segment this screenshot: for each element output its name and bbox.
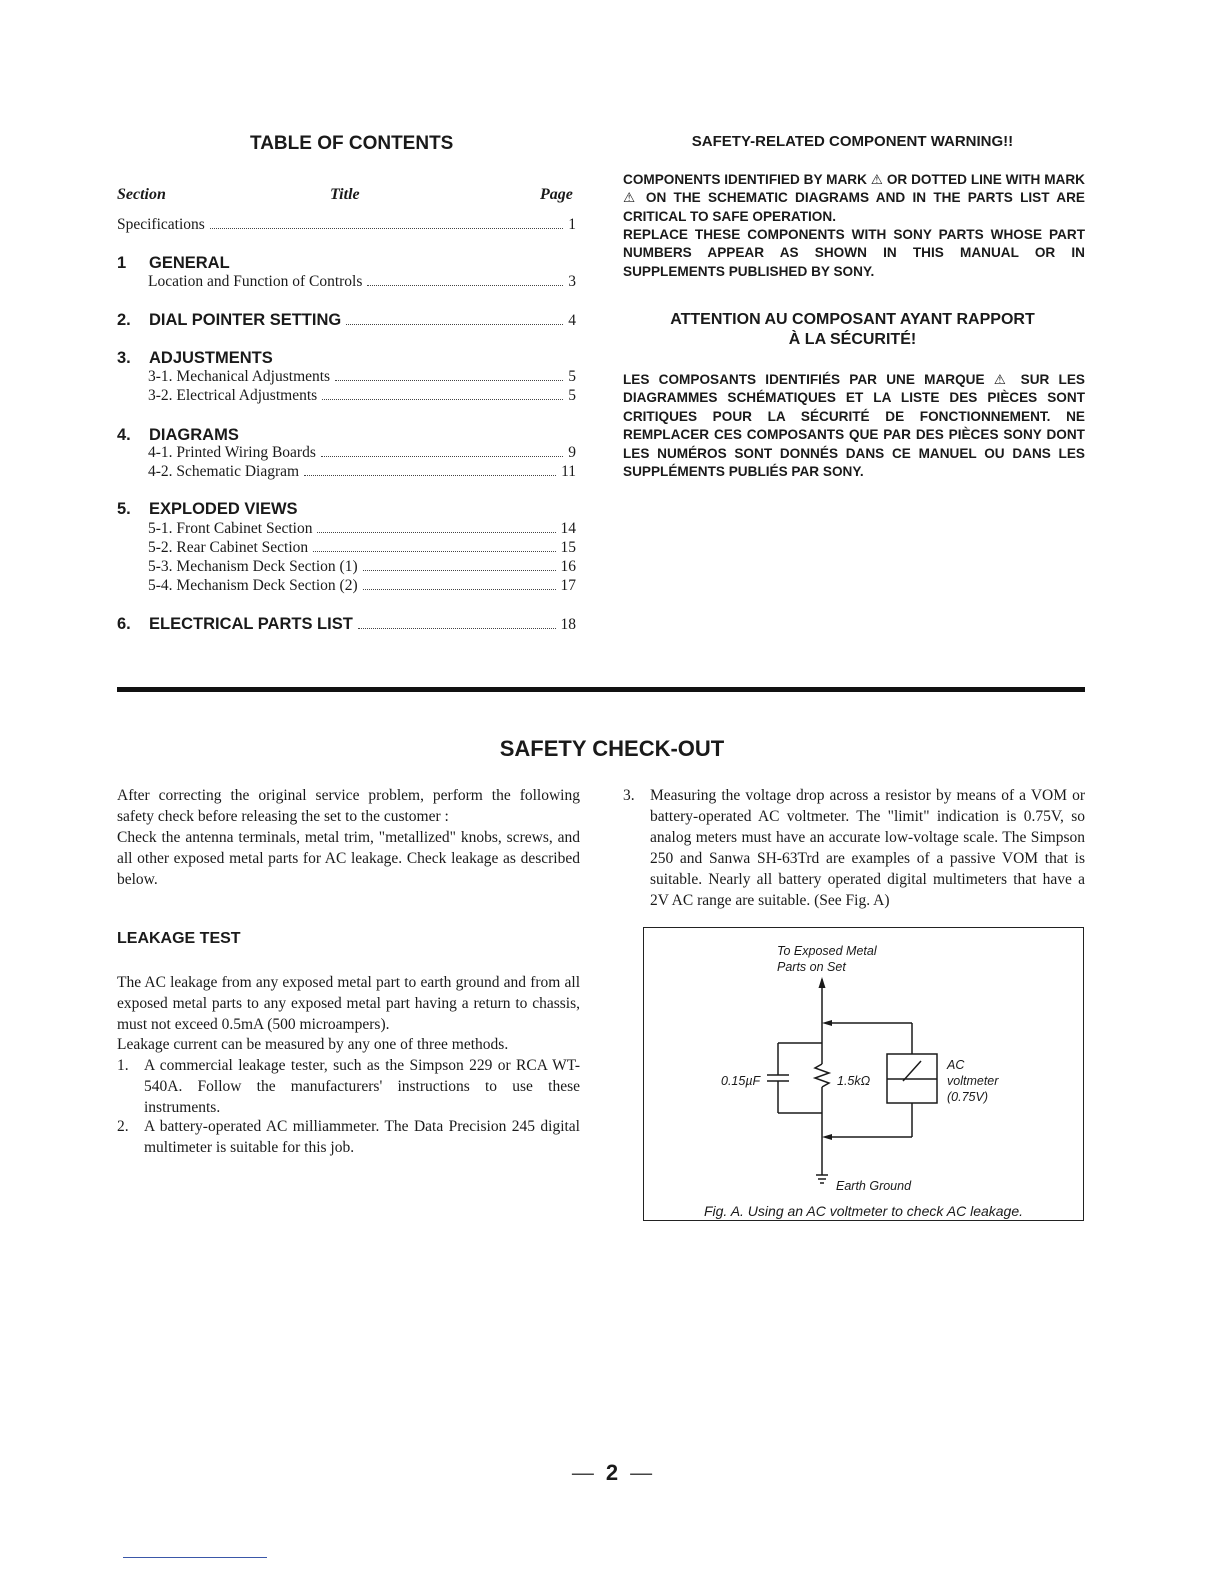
toc-leader-dots [363,570,556,571]
toc-entry-page: 9 [568,444,576,461]
attention-title-line-2: À LA SÉCURITÉ! [788,331,917,348]
toc-entry-page: 5 [568,387,576,404]
toc-title: TABLE OF CONTENTS [250,133,454,154]
attention-title [620,310,1085,350]
toc-entry-page: 4 [568,312,576,329]
toc-entry-5-4[interactable] [148,577,576,595]
toc-section-1[interactable] [117,254,230,273]
toc-leader-dots [321,456,563,457]
toc-entry-label: 5-2. Rear Cabinet Section [148,539,309,556]
toc-leader-dots [335,380,563,381]
toc-entry-5-3[interactable] [148,558,576,576]
footnote-rule [123,1557,267,1558]
toc-entry-page: 11 [561,463,576,480]
method-number: 2. [117,1118,129,1135]
toc-entry-page: 17 [560,577,576,594]
voltmeter-label-2: voltmeter [947,1074,999,1088]
toc-entry-label: Specifications [117,216,205,233]
toc-leader-dots [313,551,555,552]
toc-entry-5-2[interactable] [148,539,576,557]
toc-entry-3-2[interactable] [148,387,576,405]
toc-entry-label: 5-4. Mechanism Deck Section (2) [148,577,358,594]
toc-section-title: ADJUSTMENTS [149,349,273,367]
method-number: 3. [623,787,635,804]
method-item-1 [117,1055,580,1118]
page-number-value: 2 [605,1460,619,1485]
figure-caption: Fig. A. Using an AC voltmeter to check AC leakage. [703,1203,1024,1219]
method-item-3 [623,785,1085,911]
toc-entry-location-controls[interactable] [148,273,576,291]
toc-section-3[interactable] [117,349,273,368]
warning-title: SAFETY-RELATED COMPONENT WARNING!! [691,133,1014,150]
toc-section-heading [117,615,353,634]
toc-entry-label: 4-2. Schematic Diagram [148,463,300,480]
toc-entry-label: 3-1. Mechanical Adjustments [148,368,331,385]
toc-leader-dots [363,589,556,590]
figure-label-parts-on-set: Parts on Set [777,960,846,974]
arrow-left-icon [822,1134,832,1140]
toc-entry-4-2[interactable] [148,463,576,481]
toc-entry-label: 5-1. Front Cabinet Section [148,520,313,537]
method-text: A battery-operated AC milliammeter. The Data Precision 245 digital multimeter is suitable for this job. [144,1118,580,1156]
safety-intro-2: Check the antenna terminals, metal trim, "metallized" knobs, screws, and all other exposed metal parts for AC leakage. Check leakage as described below. [117,829,580,888]
toc-leader-dots [317,532,555,533]
toc-leader-dots [346,324,563,325]
toc-leader-dots [367,285,563,286]
toc-entry-label: 5-3. Mechanism Deck Section (1) [148,558,358,575]
toc-section-6[interactable] [117,615,576,634]
up-arrow-icon [819,977,826,988]
page-dash-right: — [630,1460,653,1485]
toc-section-title: DIAL POINTER SETTING [149,311,342,329]
toc-section-number: 4. [117,426,131,444]
toc-leader-dots [210,228,563,229]
toc-col-title: Title [330,186,360,203]
toc-section-number: 5. [117,500,131,518]
toc-entry-3-1[interactable] [148,368,576,386]
capacitor-label: 0.15µF [721,1074,761,1088]
toc-section-number: 1 [117,254,127,272]
voltmeter-label-3: (0.75V) [947,1090,988,1104]
page-dash-left: — [571,1460,594,1485]
leakage-test-text: The AC leakage from any exposed metal part to earth ground and from all exposed metal parts to any exposed metal part having a return to chassis, must not exceed 0.5mA (500 microampers). [117,974,580,1033]
toc-entry-page: 18 [560,616,576,633]
toc-section-5[interactable] [117,500,298,519]
toc-section-title: EXPLODED VIEWS [149,500,298,518]
toc-section-heading [117,311,341,330]
toc-section-number: 3. [117,349,131,367]
leakage-methods: Leakage current can be measured by any one of three methods. [117,1036,509,1053]
toc-section-2[interactable] [117,311,576,330]
section-divider [117,687,1085,692]
toc-section-4[interactable] [117,426,239,445]
voltmeter-label-1: AC [947,1058,965,1072]
method-text: A commercial leakage tester, such as the Simpson 229 or RCA WT-540A. Follow the manufacturers' instructions to use these instruments. [144,1057,580,1116]
figure-label-exposed-metal: To Exposed Metal [777,944,877,958]
toc-entry-page: 3 [568,273,576,290]
toc-section-title: ELECTRICAL PARTS LIST [149,615,353,633]
toc-entry-5-1[interactable] [148,520,576,538]
method-text: Measuring the voltage drop across a resistor by means of a VOM or battery-operated AC voltmeter. The "limit" indication is 0.75V, so analog meters must have an accurate low-voltage scale. The Simpson 250 and Sanwa SH-63Trd are examples of a passive VOM that is suitable. Nearly all battery operated digital multimeters that have a 2V AC range are suitable. (See Fig. A) [650,787,1085,909]
toc-leader-dots [304,475,556,476]
warning-paragraph-1: COMPONENTS IDENTIFIED BY MARK ⚠ OR DOTTED LINE WITH MARK ⚠ ON THE SCHEMATIC DIAGRAMS AND IN THE PARTS LIST ARE CRITICAL TO SAFE OPERATION. [623,172,1085,224]
toc-entry-label: 4-1. Printed Wiring Boards [148,444,316,461]
toc-entry-page: 5 [568,368,576,385]
safety-title: SAFETY CHECK-OUT [499,736,725,761]
warning-paragraph-2: REPLACE THESE COMPONENTS WITH SONY PARTS WHOSE PART NUMBERS APPEAR AS SHOWN IN THIS MANUAL OR IN SUPPLEMENTS PUBLISHED BY SONY. [623,227,1085,279]
toc-entry-specifications[interactable] [117,216,576,234]
attention-paragraph: LES COMPOSANTS IDENTIFIÉS PAR UNE MARQUE ⚠ SUR LES DIAGRAMMES SCHÉMATIQUES ET LA LISTE DES PIÈCES SONT CRITIQUES POUR LA SÉCURITÉ DE FONCTIONNEMENT. NE REMPLACER CES COMPOSANTS QUE PAR DES PIÈCES SONY DONT LES NUMÉROS SONT DONNÉS DANS CE MANUEL OU DANS LES SUPPLÉMENTS PUBLIÉS PAR SONY. [623,372,1085,480]
toc-section-number: 6. [117,615,131,633]
toc-entry-label: 3-2. Electrical Adjustments [148,387,318,404]
earth-ground-label: Earth Ground [836,1179,912,1193]
toc-leader-dots [322,399,563,400]
leakage-test-title: LEAKAGE TEST [117,930,241,947]
resistor-zigzag [815,1064,829,1087]
page-number [0,1460,1224,1486]
method-item-2 [117,1116,580,1158]
toc-col-section: Section [117,186,166,203]
voltmeter-needle [903,1061,921,1081]
toc-col-page: Page [540,186,573,203]
toc-section-number: 2. [117,311,131,329]
toc-entry-page: 16 [560,558,576,575]
toc-entry-label: Location and Function of Controls [148,273,363,290]
arrow-left-icon [822,1020,832,1026]
toc-entry-4-1[interactable] [148,444,576,462]
attention-title-line-1: ATTENTION AU COMPOSANT AYANT RAPPORT [670,311,1035,328]
resistor-label: 1.5kΩ [837,1074,871,1088]
toc-section-title: GENERAL [149,254,230,272]
toc-entry-page: 14 [560,520,576,537]
safety-intro-1: After correcting the original service problem, perform the following safety check before releasing the set to the customer : [117,787,580,825]
toc-entry-page: 1 [568,216,576,233]
toc-leader-dots [358,628,556,629]
toc-entry-page: 15 [560,539,576,556]
method-number: 1. [117,1057,129,1074]
toc-section-title: DIAGRAMS [149,426,239,444]
